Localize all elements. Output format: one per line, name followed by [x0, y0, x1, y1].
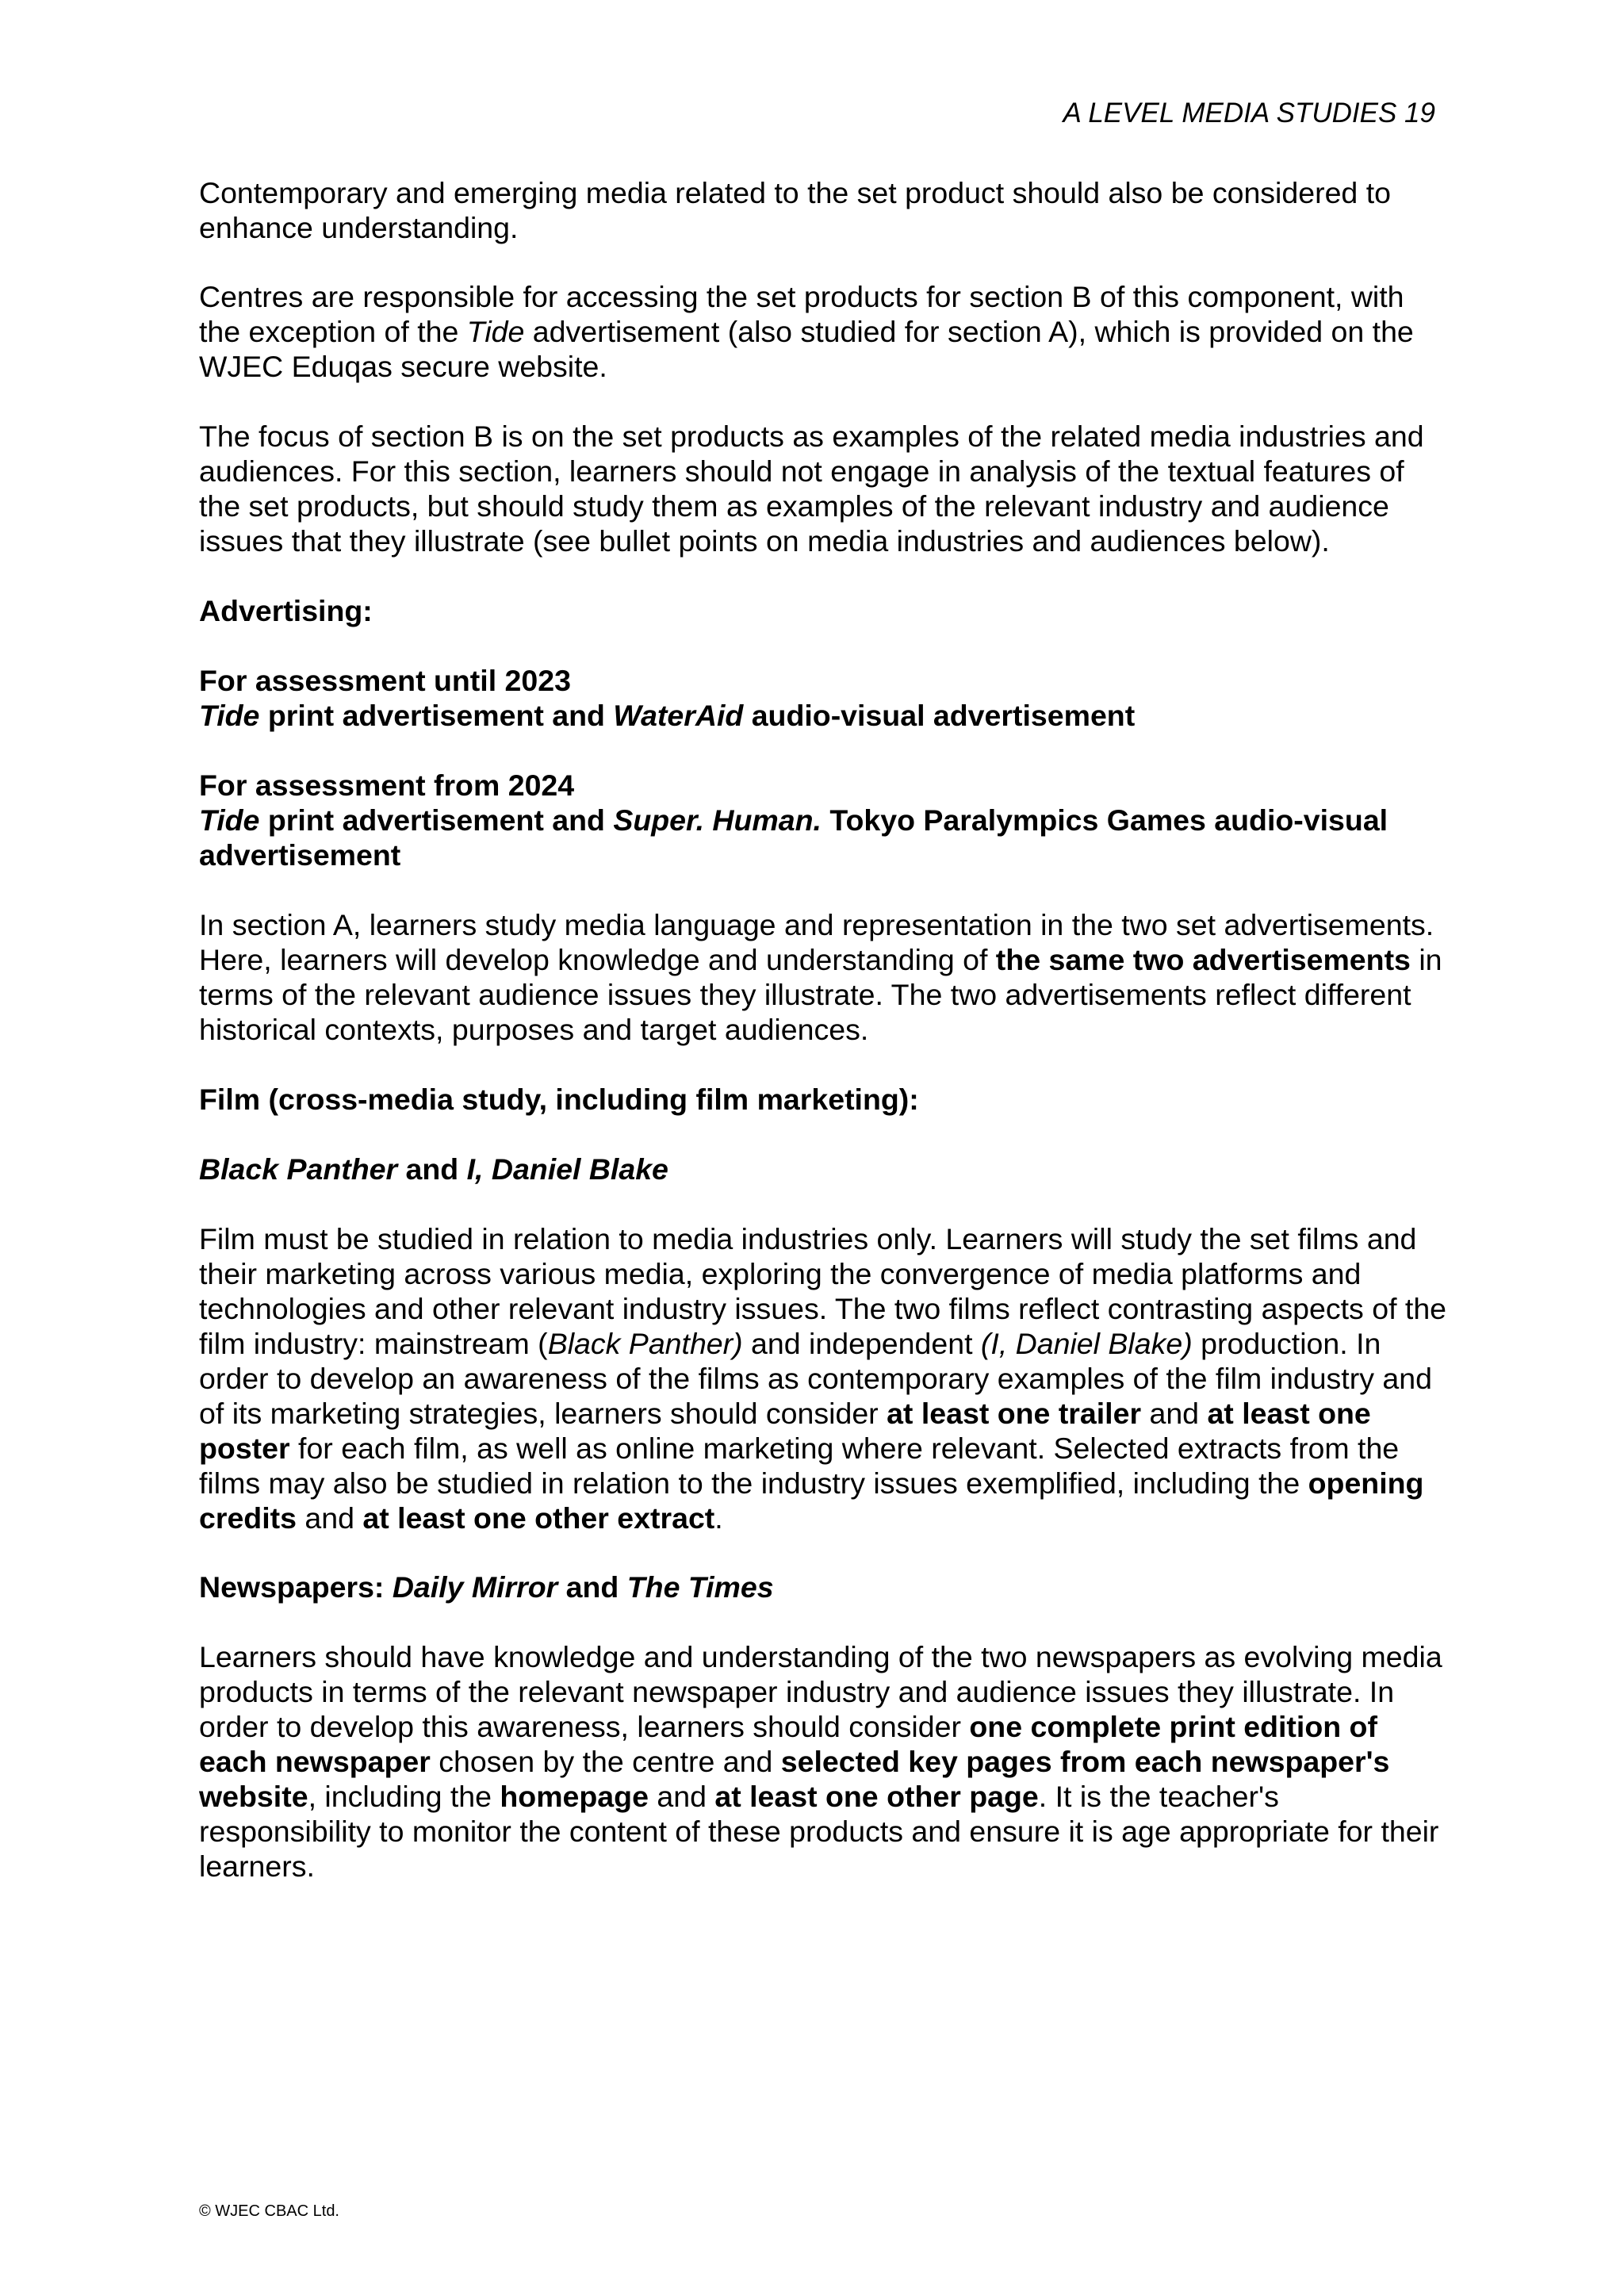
copyright-footer: © WJEC CBAC Ltd. — [199, 2202, 339, 2220]
heading-newspapers: Newspapers: Daily Mirror and The Times — [199, 1570, 774, 1604]
film-set-titles: Black Panther and I, Daniel Blake — [199, 1152, 668, 1186]
paragraph-section-b-focus: The focus of section B is on the set products as examples of the related media industries and audiences. For this section, learners should not engage in analysis of the textual features of the set products, but should study them as examples of the relevant industry and audience issues that they illustrate (see bullet points on media industries and audiences below). — [199, 420, 1424, 558]
paragraph-contemporary-media: Contemporary and emerging media related to the set product should also be considered to enhance understanding. — [199, 176, 1391, 244]
heading-assessment-until-2023: For assessment until 2023 — [199, 664, 571, 697]
set-products-until-2023: Tide print advertisement and WaterAid audio-visual advertisement — [199, 699, 1136, 732]
paragraph-advertising-section-a: In section A, learners study media language and representation in the two set advertisements. Here, learners will develop knowledge and understanding of the same two advertisements in terms of the relevant audience issues they illustrate. The two advertisements reflect different historical contexts, purposes and target audiences. — [199, 908, 1442, 1046]
heading-assessment-from-2024: For assessment from 2024 — [199, 769, 575, 802]
set-products-from-2024: Tide print advertisement and Super. Human. Tokyo Paralympics Games audio-visual advertisement — [199, 803, 1388, 872]
heading-film: Film (cross-media study, including film marketing): — [199, 1083, 919, 1116]
heading-advertising: Advertising: — [199, 594, 373, 627]
paragraph-centres-responsible: Centres are responsible for accessing the set products for section B of this component, with the exception of the Tide advertisement (also studied for section A), which is provided on the WJEC Eduqas secure website. — [199, 280, 1414, 383]
paragraph-film-study: Film must be studied in relation to media industries only. Learners will study the set films and their marketing across various media, exploring the convergence of media platforms and technologies and other relevant industry issues. The two films reflect contrasting aspects of the film industry: mainstream (Black Panther) and independent (I, Daniel Blake) production. In order to develop an awareness of the films as contemporary examples of the film industry and of its marketing strategies, learners should consider at least one trailer and at least one poster for each film, as well as online marketing where relevant. Selected extracts from the films may also be studied in relation to the industry issues exemplified, including the opening credits and at least one other extract. — [199, 1222, 1447, 1535]
page-header: A LEVEL MEDIA STUDIES 19 — [1063, 98, 1435, 128]
paragraph-newspapers: Learners should have knowledge and understanding of the two newspapers as evolving media products in terms of the relevant newspaper industry and audience issues they illustrate. In order to develop this awareness, learners should consider one complete print edition of each newspaper chosen by the centre and selected key pages from each newspaper's website, including the homepage and at least one other page. It is the teacher's responsibility to monitor the content of these products and ensure it is age appropriate for their learners. — [199, 1640, 1442, 1883]
document-body — [199, 175, 1452, 1884]
